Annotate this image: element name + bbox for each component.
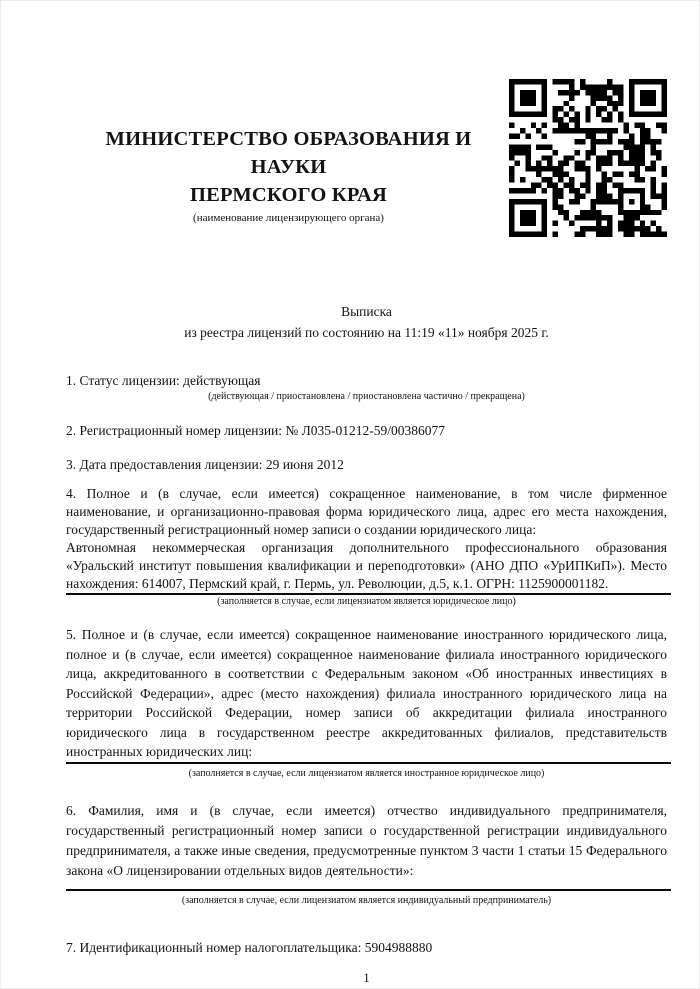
item-license-date xyxy=(66,456,667,474)
item-individual-entrepreneur xyxy=(66,801,667,911)
extract-title xyxy=(66,301,667,343)
licensing-authority xyxy=(66,125,511,226)
individual-entrepreneur-label: 6. Фамилия, имя и (в случае, если имеется) отчество индивидуального предпринимателя, государственный регистрационный номер записи о государственной регистрации индивидуального предпринимателя, а также иные сведения, предусмотренные пунктом 3 части 1 статьи 15 Федерального закона «О лицензировании отдельных видов деятельности»: xyxy=(66,803,667,878)
license-status-text: 1. Статус лицензии: действующая xyxy=(66,373,261,388)
legal-entity-value: Автономная некоммерческая организация дополнительного профессионального образования «Уральский институт повышения квалификации и переподготовки» (АНО ДПО «УрИПКиП»). Место нахождения: 614007, Пермский край, г. Пермь, ул. Революции, д.5, к.1. ОГРН: 1125900001182. xyxy=(66,540,667,591)
item-license-status xyxy=(66,372,667,404)
taxpayer-number-text: 7. Идентификационный номер налогоплательщика: 5904988880 xyxy=(66,940,433,955)
page-content xyxy=(66,1,667,987)
extract-title-line1: Выписка xyxy=(341,304,392,319)
extract-title-line2: из реестра лицензий по состоянию на 11:19 «11» ноября 2025 г. xyxy=(184,325,549,340)
document-header xyxy=(66,1,667,301)
item-legal-entity xyxy=(66,485,667,609)
qr-code-icon xyxy=(509,79,667,237)
legal-entity-label: 4. Полное и (в случае, если имеется) сокращенное наименование, в том числе фирменное наименование, и организационно-правовая форма юридического лица, адрес его места нахождения, государственный регистрационный номер записи о создании юридического лица: xyxy=(66,486,667,537)
authority-name-line2: ПЕРМСКОГО КРАЯ xyxy=(190,184,387,206)
foreign-entity-label: 5. Полное и (в случае, если имеется) сокращенное наименование иностранного юридического лица, полное и (в случае, если имеется) сокращенное наименование филиала иностранного юридического лица, аккредитованного в соответствии с Федеральным законом «Об иностранных инвестициях в Российской Федерации», адрес (место нахождения) филиала иностранного юридического лица на территории Российской Федерации, номер записи об аккредитации филиала иностранного юридического лица в государственном реестре аккредитованных филиалов, представительств иностранных юридических лиц: xyxy=(66,627,667,759)
registration-number-text: 2. Регистрационный номер лицензии: № Л035-01212-59/00386077 xyxy=(66,423,446,438)
license-status-options-caption: (действующая / приостановлена / приостановлена частично / прекращена) xyxy=(208,391,525,402)
item-registration-number xyxy=(66,422,667,440)
foreign-entity-caption: (заполняется в случае, если лицензиатом является иностранное юридическое лицо) xyxy=(188,767,545,779)
item-taxpayer-number xyxy=(66,939,667,957)
legal-entity-caption: (заполняется в случае, если лицензиатом является юридическое лицо) xyxy=(217,596,516,607)
item-foreign-entity xyxy=(66,625,667,783)
individual-entrepreneur-caption: (заполняется в случае, если лицензиатом является индивидуальный предприниматель) xyxy=(181,895,552,906)
license-date-text: 3. Дата предоставления лицензии: 29 июня 2012 xyxy=(66,457,344,472)
page-number: 1 xyxy=(363,971,370,985)
authority-caption: (наименование лицензирующего органа) xyxy=(193,212,384,224)
authority-name-line1: МИНИСТЕРСТВО ОБРАЗОВАНИЯ И НАУКИ xyxy=(105,128,472,178)
